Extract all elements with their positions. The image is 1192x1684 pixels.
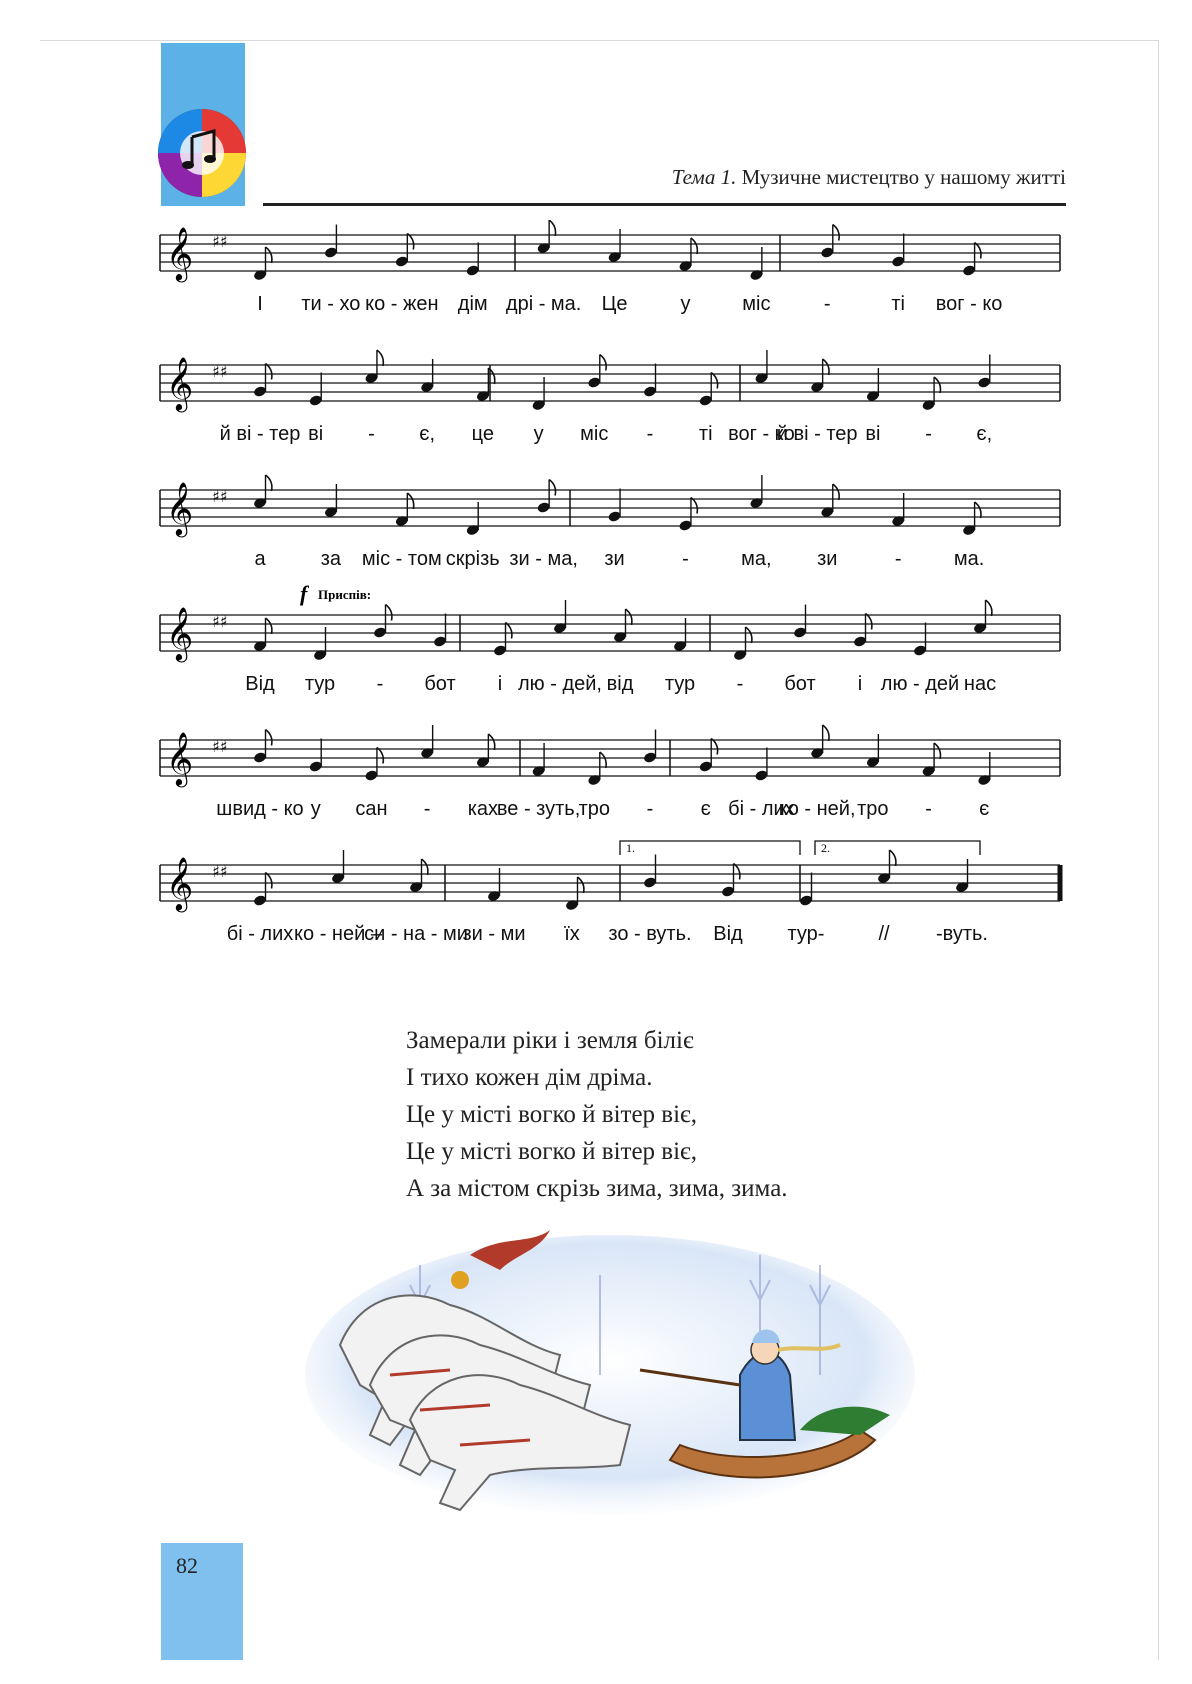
lyric-syllable: ко - ней, [778,798,856,820]
lyric-syllable: ках [467,798,499,820]
lyric-syllable: тур [304,673,336,695]
note-flag [386,605,392,621]
treble-clef-icon: 𝄞 [166,606,194,660]
lyric-syllable: ти - хо [301,293,361,315]
note-flag [890,850,896,866]
page-number: 82 [176,1553,198,1578]
lyric-syllable: міс [580,423,609,445]
staff-row [160,350,1060,412]
topic-title: Музичне мистецтво у нашому житті [741,165,1066,189]
note-flag [578,877,584,893]
lyric-syllable: тро [578,798,610,820]
lyric-syllable: - [376,673,384,695]
key-signature-icon: ♯♯ [212,862,228,881]
staff-row [160,581,1060,662]
lyric-syllable: бі - лих [728,798,795,820]
lyric-syllable: ті [891,293,905,315]
note-flag [833,484,839,500]
note-flag [734,864,740,880]
lyric-syllable: - [736,673,744,695]
dynamic-marking: f [300,581,308,606]
header-rule [263,203,1066,206]
lyric-syllable: ко - ней – [294,923,382,945]
lyric-syllable: бот [424,673,456,695]
staff-row [160,220,1060,282]
lyric-syllable: зи [604,548,625,570]
key-signature-icon: ♯♯ [212,487,228,506]
lyric-syllable: - [682,548,689,570]
lyric-syllable: І [257,293,263,315]
lyric-syllable: від [606,673,634,695]
note-flag [975,502,981,518]
lyric-syllable: бот [784,673,816,695]
note-flag [266,247,272,263]
topic-header [672,165,1066,190]
note-flag [407,234,413,250]
verse-line: Це у місті вогко й вітер віє, [406,1138,698,1165]
note-flag [833,225,839,241]
lyric-syllable: нас [963,673,997,695]
lyric-syllable: зо - вуть. [608,923,692,945]
lyric-syllable: ве - зуть, [496,798,581,820]
note-flag [266,475,272,491]
lyric-syllable: є [979,798,990,820]
note-flag [266,873,272,889]
lyric-syllable: вог - ко [935,293,1003,315]
lyric-syllable: - [925,423,932,445]
lyric-syllable: а [254,548,266,570]
lyric-syllable: - [646,798,654,820]
lyric-syllable: ма, [741,548,772,570]
lyric-syllable: швид - ко [216,798,304,820]
lyric-syllable: дім [457,293,488,315]
sheet-music [150,220,1070,1020]
note-flag [711,373,717,389]
music-chapter-logo [156,107,248,199]
lyric-syllable: -вуть. [936,923,988,945]
note-flag [266,364,272,380]
lyric-syllable: у [680,293,691,315]
lyric-syllable: у [533,423,544,445]
note-flag [407,493,413,509]
note-flag [266,730,272,746]
staff-row [160,725,1060,787]
verse-line: І тихо кожен дім дріма. [406,1064,653,1091]
verse-line: Це у місті вогко й вітер віє, [406,1101,698,1128]
note-flag [691,238,697,254]
note-flag [377,350,383,366]
verse-text [406,1022,788,1207]
page-border-right [1158,40,1159,1660]
section-label: Приспів: [318,587,372,602]
note-flag [934,743,940,759]
note-flag [866,614,872,630]
treble-clef-icon: 𝄞 [166,226,194,280]
note-flag [488,734,494,750]
lyric-syllable: Від [245,673,275,695]
note-flag [986,600,992,616]
lyric-syllable: є, [976,423,993,445]
note-flag [746,627,752,643]
volta-bracket [620,841,800,855]
lyric-syllable: - [823,293,831,315]
treble-clef-icon: 𝄞 [166,356,194,410]
staff-row [160,475,1060,537]
lyric-syllable: бі - лих [226,923,294,945]
note-flag [422,859,428,875]
topic-label: Тема 1. [671,165,737,189]
lyric-syllable: тур [664,673,696,695]
note-flag [711,739,717,755]
lyric-syllable: ма. [953,548,985,570]
lyric-syllable: - [423,798,431,820]
lyric-syllable: ві [865,423,881,445]
lyric-syllable: лю - дей, [518,673,602,695]
key-signature-icon: ♯♯ [212,232,228,251]
lyric-syllable: вог - ко [728,423,795,445]
key-signature-icon: ♯♯ [212,362,228,381]
lyric-syllable: міс [742,293,771,315]
lyric-syllable: тур- [787,923,825,945]
lyric-syllable: це [471,423,495,445]
volta-label: 1. [626,841,635,855]
lyric-syllable: й ві - тер [219,423,301,445]
lyric-syllable: за [320,548,342,570]
note-flag [934,377,940,393]
lyric-syllable: зи [817,548,838,570]
note-flag [823,725,829,741]
page-border-top [40,40,1158,41]
lyric-syllable: лю - дей [880,673,960,695]
lyric-syllable: їх [564,923,580,945]
verse-line: А за містом скрізь зима, зима, зима. [406,1175,788,1202]
lyric-syllable: і [497,673,503,695]
verse-line: Замерали ріки і земля біліє [406,1027,694,1054]
key-signature-icon: ♯♯ [212,737,228,756]
note-flag [975,243,981,259]
staff-row [160,841,1060,912]
note-flag [691,498,697,514]
note-flag [600,752,606,768]
lyric-syllable: - [646,423,654,445]
lyric-syllable: Це [601,293,628,315]
lyric-syllable: зи - ма, [509,548,578,570]
lyric-syllable: // [878,923,890,945]
lyric-syllable: ко - жен [365,293,439,315]
treble-clef-icon: 𝄞 [166,731,194,785]
note-flag [549,220,555,236]
lyric-syllable: си - на - ми [364,923,468,945]
lyric-syllable: - [368,423,375,445]
note-flag [549,480,555,496]
key-signature-icon: ♯♯ [212,612,228,631]
lyric-syllable: - [925,798,932,820]
lyric-syllable: є [700,798,711,820]
lyric-syllable: й ві - тер [776,423,858,445]
volta-label: 2. [821,841,830,855]
lyric-syllable: скрізь [445,548,500,570]
lyric-syllable: у [310,798,321,820]
lyric-syllable: Від [713,923,743,945]
treble-clef-icon: 𝄞 [166,856,194,910]
treble-clef-icon: 𝄞 [166,481,194,535]
lyric-syllable: міс - том [361,548,442,570]
page-number-tab [161,1543,243,1660]
lyric-syllable: тро [857,798,889,820]
lyric-syllable: є, [419,423,436,445]
lyric-syllable: - [894,548,902,570]
note-flag [600,355,606,371]
note-flag [823,359,829,375]
lyric-syllable: ві [308,423,324,445]
note-flag [626,609,632,625]
lyric-syllable: дрі - ма. [505,293,582,315]
lyric-syllable: ті [698,423,713,445]
lyric-syllable: зи - ми [462,923,526,945]
volta-bracket [815,841,980,855]
lyric-syllable: сан [355,798,388,820]
note-flag [266,618,272,634]
troika-winter-illustration [300,1225,920,1525]
note-flag [506,623,512,639]
lyric-syllable: і [857,673,863,695]
note-flag [377,748,383,764]
